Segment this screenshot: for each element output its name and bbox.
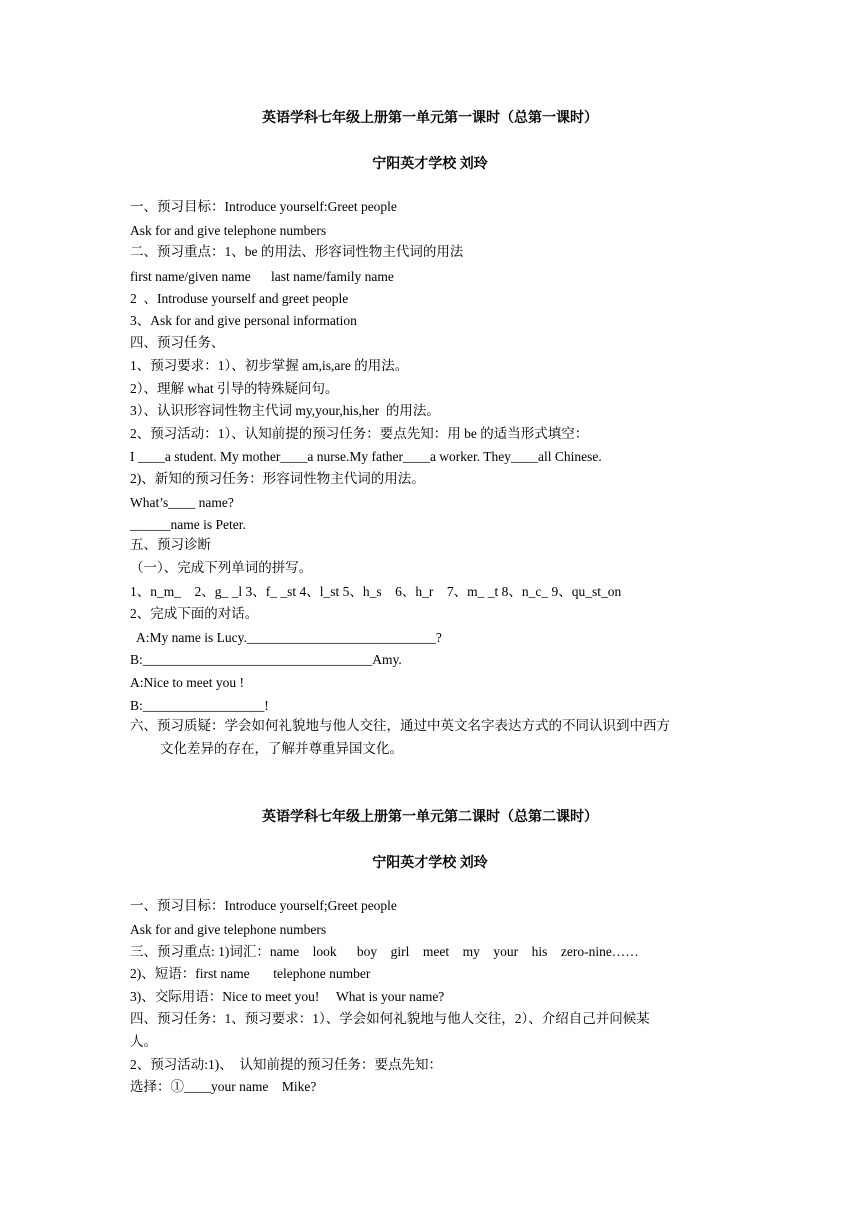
s1-line-questions: 六、预习质疑：学会如何礼貌地与他人交往，通过中英文名字表达方式的不同认识到中西方: [130, 718, 670, 733]
s2-line-phrases: 2)、短语：first name telephone number: [130, 966, 371, 981]
s1-line-personal-info: 3、Ask for and give personal information: [130, 313, 357, 328]
s2-line-choice: 选择：①____your name Mike?: [130, 1079, 317, 1094]
s1-line-req1: 1、预习要求：1）、初步掌握 am,is,are 的用法。: [130, 358, 409, 373]
s1-line-spelling-head: （一）、完成下列单词的拼写。: [130, 560, 313, 575]
s2-line-tasks: 四、预习任务：1、预习要求：1）、学会如何礼貌地与他人交往，2）、介绍自己并问候某: [130, 1011, 650, 1026]
s1-line-req3: 3）、认识形容词性物主代词 my,your,his,her 的用法。: [130, 403, 440, 418]
s1-line-req2: 2）、理解 what 引导的特殊疑问句。: [130, 381, 339, 396]
s1-line-dialog-a2: A:Nice to meet you !: [130, 675, 244, 690]
s1-line-activity: 2、预习活动：1）、认知前提的预习任务：要点先知：用 be 的适当形式填空：: [130, 426, 589, 441]
s1-line-dialog-head: 2、完成下面的对话。: [130, 606, 259, 621]
section1-subtitle: 宁阳英才学校 刘玲: [372, 157, 488, 172]
s1-line-dialog-b1: B:__________________________________Amy.: [130, 652, 402, 667]
s1-line-diagnosis: 五、预习诊断: [130, 537, 211, 552]
s1-line-names: first name/given name last name/family name: [130, 269, 394, 284]
s1-line-dialog-b2: B:__________________!: [130, 698, 269, 713]
s1-line-name-peter: ______name is Peter.: [130, 517, 246, 532]
s2-line-vocab: 三、预习重点: 1)词汇：name look boy girl meet my your his zero-nine……: [130, 944, 639, 959]
s2-line-objective-cont: Ask for and give telephone numbers: [130, 922, 327, 937]
s2-line-expressions: 3)、交际用语：Nice to meet you! What is your name?: [130, 989, 445, 1004]
s1-line-objective-cont: Ask for and give telephone numbers: [130, 223, 327, 238]
s1-line-objective: 一、预习目标：Introduce yourself:Greet people: [130, 199, 397, 214]
s2-line-objective: 一、预习目标：Introduce yourself;Greet people: [130, 898, 397, 913]
section1-title: 英语学科七年级上册第一单元第一课时（总第一课时）: [262, 111, 598, 126]
s1-line-tasks: 四、预习任务、: [130, 335, 225, 350]
s1-line-dialog-a1: A:My name is Lucy.____________________________?: [130, 630, 442, 645]
section2-subtitle: 宁阳英才学校 刘玲: [372, 856, 488, 871]
s1-line-spelling: 1、n_m_ 2、g_ _l 3、f_ _st 4、l_st 5、h_s 6、h_r 7、m_ _t 8、n_c_ 9、qu_st_on: [130, 584, 622, 599]
section2-title: 英语学科七年级上册第一单元第二课时（总第二课时）: [262, 810, 598, 825]
s1-line-new-task: 2)、新知的预习任务：形容词性物主代词的用法。: [130, 471, 425, 486]
s1-line-fill-be: I ____a student. My mother____a nurse.My father____a worker. They____all Chinese.: [130, 449, 602, 464]
s1-line-whats-name: What’s____ name?: [130, 495, 234, 510]
s2-line-tasks-cont: 人。: [130, 1034, 157, 1049]
s2-line-activity: 2、预习活动:1)、 认知前提的预习任务：要点先知：: [130, 1057, 442, 1072]
s1-line-questions-cont: 文化差异的存在，了解并尊重异国文化。: [160, 741, 403, 756]
s1-line-keypoints: 二、预习重点：1、be 的用法、形容词性物主代词的用法: [130, 244, 464, 259]
s1-line-introduce: 2 、Introduse yourself and greet people: [130, 291, 349, 306]
